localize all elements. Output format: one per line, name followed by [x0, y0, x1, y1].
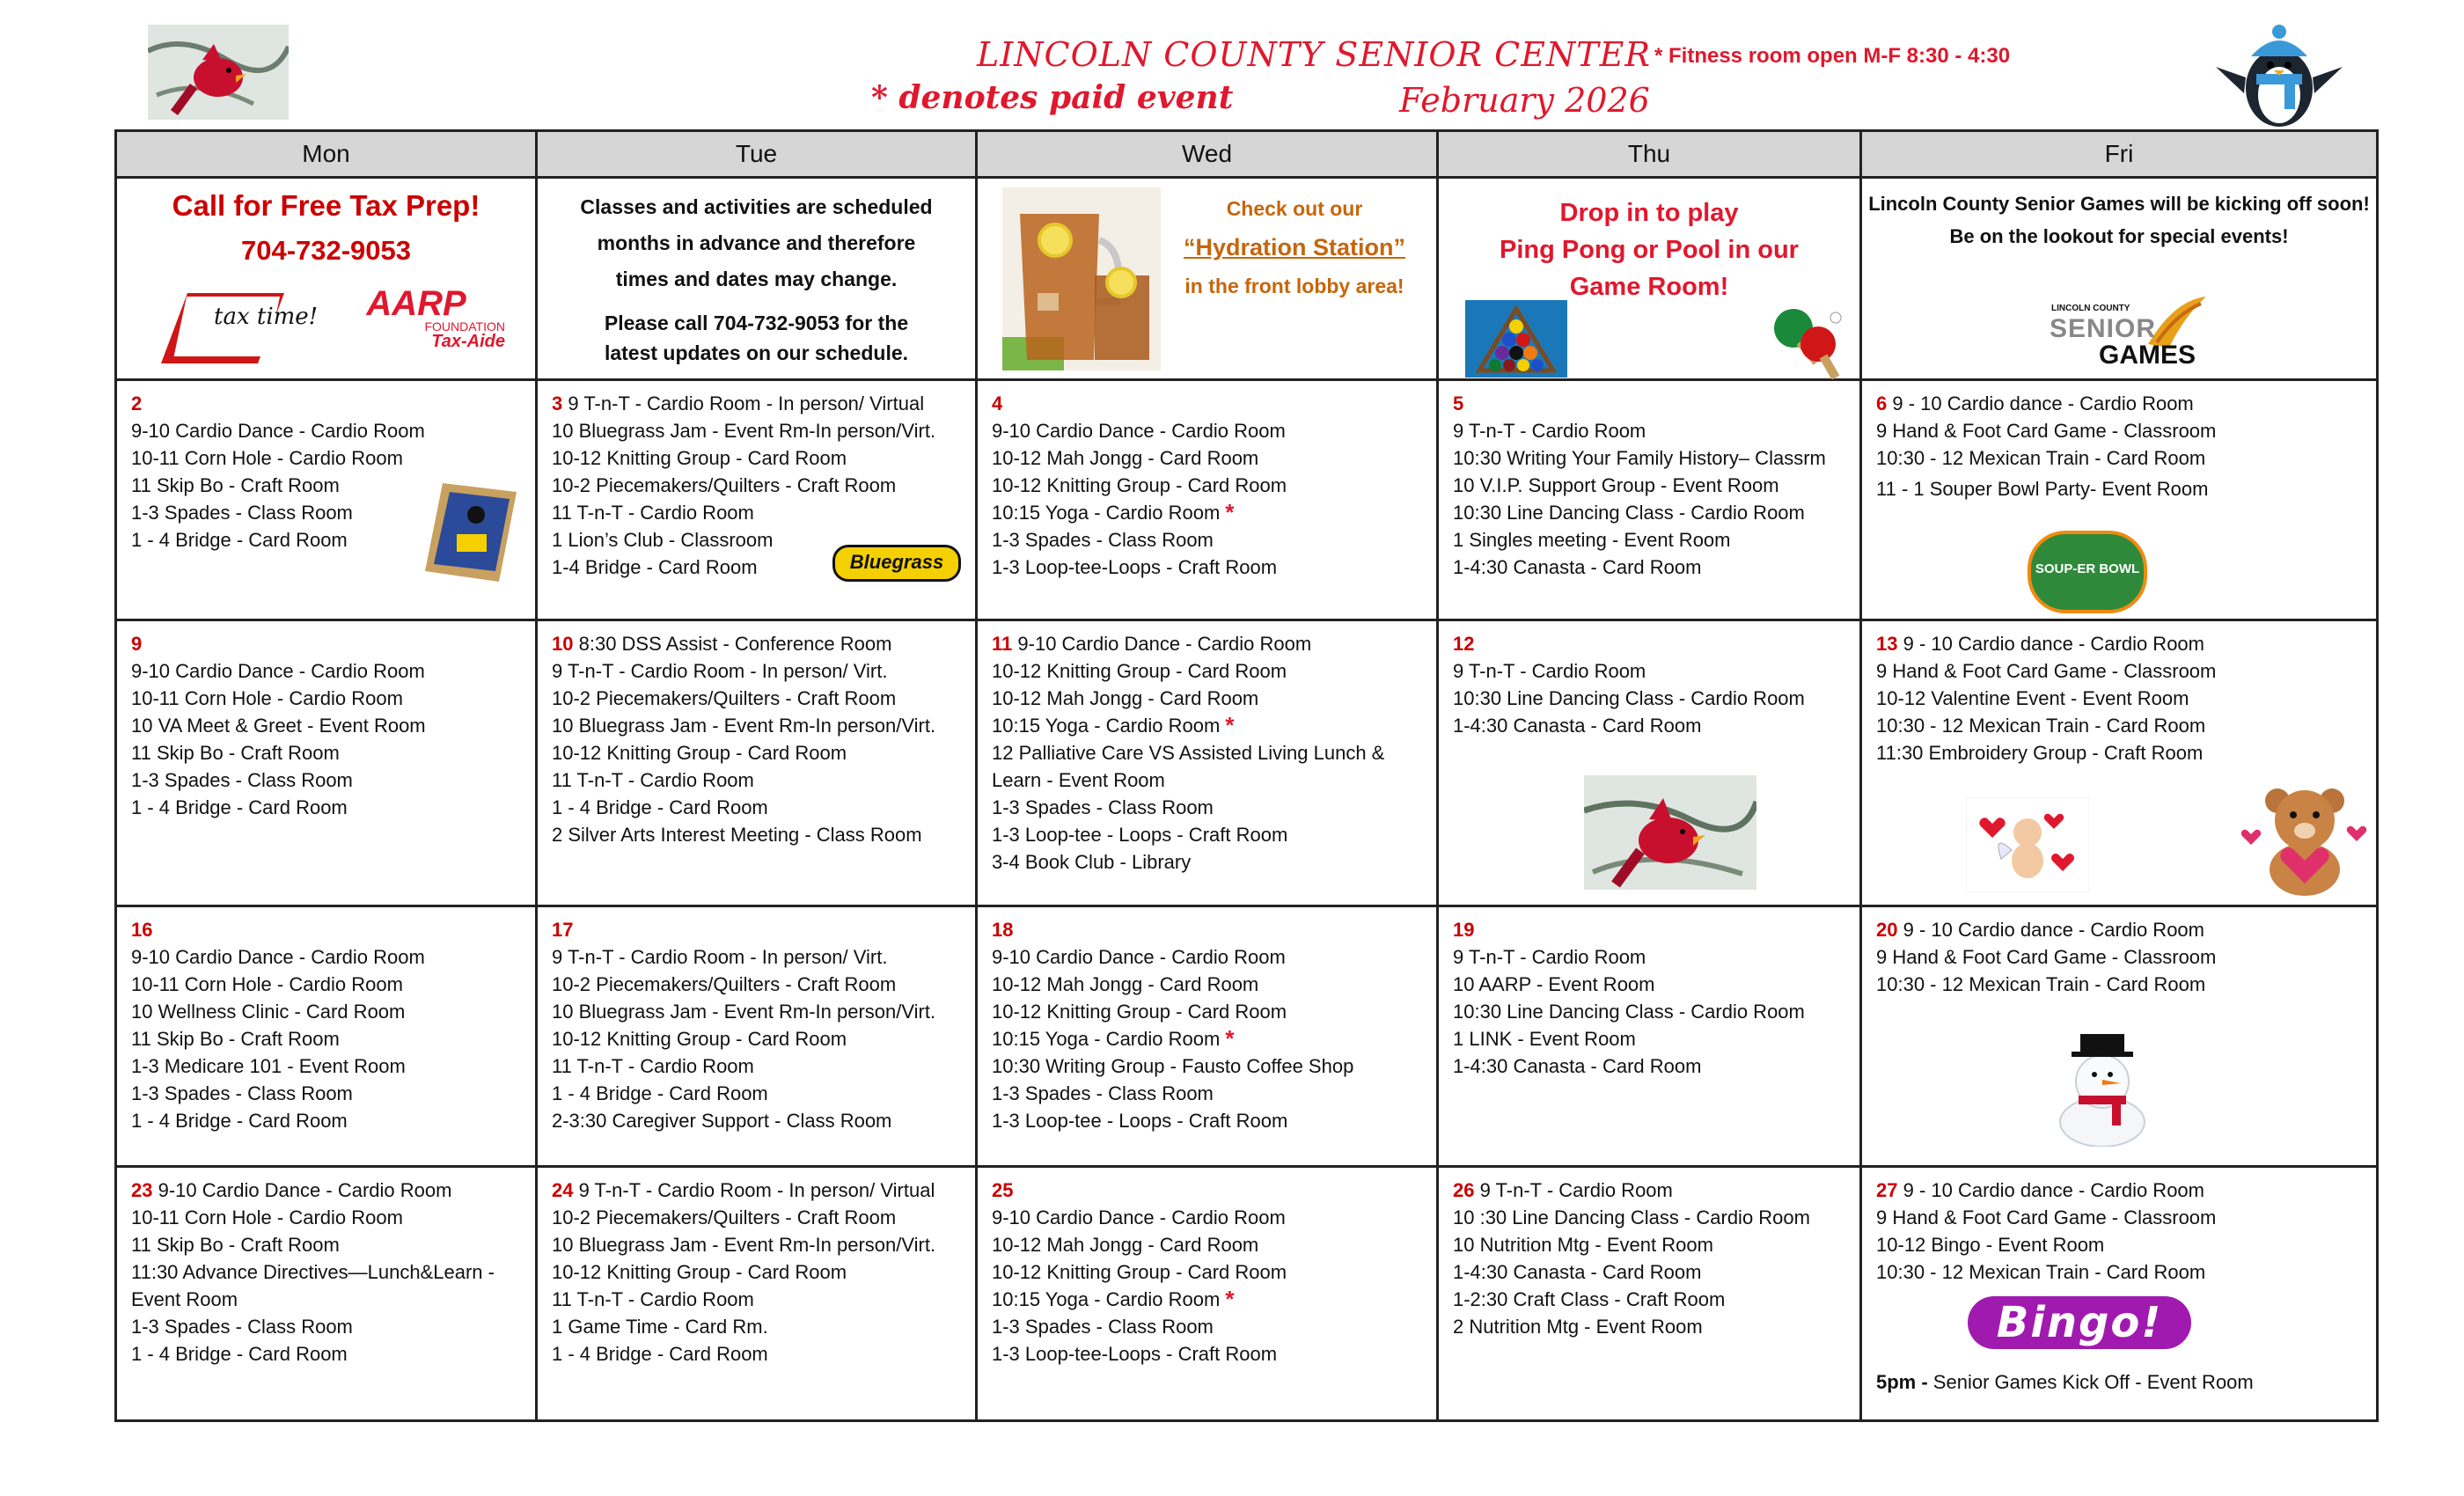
event-item: 9 T-n-T - Cardio Room: [1453, 660, 1646, 682]
day-number: 12: [1453, 633, 1475, 655]
weekday-header-mon: Mon: [116, 131, 537, 178]
senior-games-logo: [2042, 291, 2218, 376]
event-item: 10 Nutrition Mtg - Event Room: [1453, 1234, 1713, 1256]
event-time: 5pm -: [1876, 1371, 1933, 1393]
event-item: 11 T-n-T - Cardio Room: [552, 1288, 754, 1310]
event-item: 1 - 4 Bridge - Card Room: [552, 1343, 768, 1365]
senior-games-logo-senior: SENIOR: [2050, 314, 2157, 343]
senior-games-line1: Lincoln County Senior Games will be kicking off soon!: [1868, 193, 2370, 215]
event-item: 9 Hand & Foot Card Game - Classroom: [1876, 420, 2217, 442]
day-cell-24: [537, 1167, 977, 1421]
event-item: 10 Bluegrass Jam - Event Rm-In person/Virt.: [552, 1001, 936, 1023]
event-item: 9 Hand & Foot Card Game - Classroom: [1876, 660, 2217, 682]
event-item: 9 Hand & Foot Card Game - Classroom: [1876, 946, 2217, 968]
event-item: 10:15 Yoga - Cardio Room: [992, 715, 1221, 737]
tax-time-text: tax time!: [214, 304, 319, 330]
event-item: 8:30 DSS Assist - Conference Room: [578, 633, 892, 655]
event-item: 11 Skip Bo - Craft Room: [131, 1234, 340, 1256]
event-item: 10:30 Writing Group - Fausto Coffee Shop: [992, 1055, 1354, 1077]
event-item: 9-10 Cardio Dance - Cardio Room: [131, 420, 425, 442]
weekday-header-wed: Wed: [977, 131, 1438, 178]
day-number: 20: [1876, 919, 1898, 941]
event-item: 10:30 Line Dancing Class - Cardio Room: [1453, 1001, 1805, 1023]
event-item: 10 Bluegrass Jam - Event Rm-In person/Virt.: [552, 715, 936, 737]
schedule-notice-line1: Classes and activities are scheduled: [580, 195, 933, 218]
event-item: 11:30 Advance Directives—Lunch&Learn -: [131, 1261, 495, 1283]
event-item: 9-10 Cardio Dance - Cardio Room: [1017, 633, 1312, 655]
paid-event-marker: *: [1225, 499, 1235, 525]
event-item: 10-12 Bingo - Event Room: [1876, 1234, 2105, 1256]
senior-games-logo-top: LINCOLN COUNTY: [2051, 304, 2130, 313]
event-item: 10-12 Knitting Group - Card Room: [552, 1028, 847, 1050]
event-item: 10:15 Yoga - Cardio Room: [992, 502, 1221, 524]
event-item: 10:30 Line Dancing Class - Cardio Room: [1453, 502, 1805, 524]
event-item: 10-2 Piecemakers/Quilters - Craft Room: [552, 973, 897, 995]
event-item: 10-11 Corn Hole - Cardio Room: [131, 687, 403, 709]
event-item: 1-4:30 Canasta - Card Room: [1453, 1261, 1702, 1283]
game-room-line3: Game Room!: [1569, 273, 1729, 301]
game-room-line2: Ping Pong or Pool in our: [1500, 236, 1799, 264]
event-item: 3-4 Book Club - Library: [992, 851, 1192, 873]
event-item: 9 Hand & Foot Card Game - Classroom: [1876, 1206, 2217, 1228]
event-item: 11 Skip Bo - Craft Room: [131, 1028, 340, 1050]
tax-prep-headline: Call for Free Tax Prep!: [172, 189, 480, 222]
day-cell-4: [977, 380, 1438, 620]
event-item: 10-12 Knitting Group - Card Room: [552, 1261, 847, 1283]
day-number: 19: [1453, 919, 1475, 941]
event-item: 10 VA Meet & Greet - Event Room: [131, 715, 426, 737]
promo-tax-prep: [116, 178, 537, 380]
aarp-logo-text: AARP: [366, 284, 466, 323]
day-number: 17: [552, 919, 574, 941]
event-item: 2 Nutrition Mtg - Event Room: [1453, 1316, 1703, 1338]
event-item: 10-2 Piecemakers/Quilters - Craft Room: [552, 1206, 897, 1228]
fitness-note: * Fitness room open M-F 8:30 - 4:30: [1654, 44, 2011, 68]
paid-event-marker: *: [1225, 712, 1235, 738]
event-item: 1-4:30 Canasta - Card Room: [1453, 1055, 1702, 1077]
event-item: 1 Singles meeting - Event Room: [1453, 529, 1731, 551]
penguin-image: [2209, 25, 2350, 130]
day-cell-9: [116, 620, 537, 906]
event-item: 10-12 Mah Jongg - Card Room: [992, 687, 1259, 709]
day-cell-20: [1861, 906, 2378, 1167]
souper-bowl-event: Souper Bowl Party- Event Room: [1929, 478, 2209, 500]
aarp-logo: [315, 284, 517, 351]
event-item: 10:30 Writing Your Family History– Classrm: [1453, 447, 1826, 469]
event-item: 9-10 Cardio Dance - Cardio Room: [131, 660, 425, 682]
day-number: 16: [131, 919, 153, 941]
event-item: 10:15 Yoga - Cardio Room: [992, 1028, 1221, 1050]
hydration-station-link[interactable]: “Hydration Station”: [1183, 234, 1405, 260]
event-item: 1-3 Medicare 101 - Event Room: [131, 1055, 406, 1077]
event-item: 1-3 Loop-tee-Loops - Craft Room: [992, 1343, 1278, 1365]
day-cell-23: [116, 1167, 537, 1421]
day-cell-10: [537, 620, 977, 906]
event-item: 1-3 Spades - Class Room: [131, 769, 353, 791]
paid-event-marker: *: [1225, 1025, 1235, 1052]
event-item: 9 T-n-T - Cardio Room - In person/ Virtual: [578, 1179, 935, 1201]
event-item: 10-12 Valentine Event - Event Room: [1876, 687, 2189, 709]
day-number: 6: [1876, 392, 1888, 414]
event-item: 9 T-n-T - Cardio Room - In person/ Virt.: [552, 660, 888, 682]
event-item: 10-12 Knitting Group - Card Room: [552, 447, 847, 469]
day-cell-17: [537, 906, 977, 1167]
weekday-header-tue: Tue: [537, 131, 977, 178]
day-number: 27: [1876, 1179, 1898, 1201]
event-item: 10:30 - 12 Mexican Train - Card Room: [1876, 973, 2206, 995]
day-cell-26: [1438, 1167, 1861, 1421]
day-cell-25: [977, 1167, 1438, 1421]
schedule-notice-line5: latest updates on our schedule.: [604, 341, 909, 364]
day-number: 9: [131, 633, 143, 655]
event-item: Event Room: [131, 1288, 238, 1310]
day-number: 23: [131, 1179, 153, 1201]
cupid-image: [1966, 797, 2089, 892]
tax-time-calendar-image: [152, 284, 319, 372]
event-item: 11 Skip Bo - Craft Room: [131, 474, 340, 496]
paid-event-note: * denotes paid event: [871, 79, 1234, 116]
event-item: 10:30 - 12 Mexican Train - Card Room: [1876, 715, 2206, 737]
event-item: 1 - 4 Bridge - Card Room: [552, 796, 768, 818]
event-item: 2 Silver Arts Interest Meeting - Class Room: [552, 824, 922, 846]
day-number: 4: [992, 392, 1003, 414]
hydration-location: in the front lobby area!: [1184, 275, 1404, 297]
event-item: 10:30 - 12 Mexican Train - Card Room: [1876, 1261, 2206, 1283]
senior-games-logo-games: GAMES: [2099, 341, 2196, 370]
event-item: 9 - 10 Cardio dance - Cardio Room: [1903, 919, 2204, 941]
day-number: 2: [131, 392, 143, 414]
event-item: 1-3 Spades - Class Room: [992, 1082, 1214, 1104]
event-item: 1-2:30 Craft Class - Craft Room: [1453, 1288, 1726, 1310]
event-item: 1-3 Spades - Class Room: [131, 1316, 353, 1338]
event-item: 11 T-n-T - Cardio Room: [552, 769, 754, 791]
promo-schedule-notice: [537, 178, 977, 380]
event-item: 1-4:30 Canasta - Card Room: [1453, 556, 1702, 578]
event-item: 1-3 Spades - Class Room: [992, 796, 1214, 818]
day-cell-13: [1861, 620, 2378, 906]
event-item: 1-3 Loop-tee-Loops - Craft Room: [992, 556, 1278, 578]
paid-event-marker: *: [1225, 1286, 1235, 1312]
day-cell-6: [1861, 380, 2378, 620]
cornhole-board-image: [425, 483, 517, 582]
event-item: 1 - 4 Bridge - Card Room: [131, 529, 348, 551]
event-item: 10-12 Knitting Group - Card Room: [992, 660, 1287, 682]
senior-games-kickoff-event: Senior Games Kick Off - Event Room: [1932, 1371, 2254, 1393]
event-item: 9-10 Cardio Dance - Cardio Room: [131, 946, 425, 968]
day-number: 5: [1453, 392, 1464, 414]
day-number: 10: [552, 633, 574, 655]
souper-bowl-badge: SOUP-ER BOWL: [2028, 531, 2147, 613]
promo-hydration-station: [977, 178, 1438, 380]
event-item: 10 Wellness Clinic - Card Room: [131, 1001, 406, 1023]
event-item: 1-4 Bridge - Card Room: [552, 556, 758, 578]
tax-prep-phone: 704-732-9053: [240, 235, 412, 266]
day-cell-12: [1438, 620, 1861, 906]
teddy-bear-image: [2239, 781, 2371, 898]
snowman-image: [2036, 1030, 2168, 1147]
promo-game-room: [1438, 178, 1861, 380]
event-item: 9-10 Cardio Dance - Cardio Room: [992, 946, 1286, 968]
iced-tea-image: [1002, 187, 1161, 370]
event-item: 11 Skip Bo - Craft Room: [131, 742, 340, 764]
event-item: 10:15 Yoga - Cardio Room: [992, 1288, 1221, 1310]
day-cell-19: [1438, 906, 1861, 1167]
event-item: 9 T-n-T - Cardio Room - In person/ Virtual: [568, 392, 925, 414]
ping-pong-image: [1760, 300, 1848, 379]
event-item: 11:30 Embroidery Group - Craft Room: [1876, 742, 2204, 764]
day-cell-3: [537, 380, 977, 620]
event-item: 10 :30 Line Dancing Class - Cardio Room: [1453, 1206, 1810, 1228]
event-item: 10-2 Piecemakers/Quilters - Craft Room: [552, 687, 897, 709]
bluegrass-sticker: Bluegrass: [832, 545, 961, 582]
event-time: 11 - 1: [1876, 478, 1930, 500]
day-number: 18: [992, 919, 1014, 941]
day-cell-18: [977, 906, 1438, 1167]
event-item: 10-12 Mah Jongg - Card Room: [992, 1234, 1259, 1256]
event-item: 9 T-n-T - Cardio Room - In person/ Virt.: [552, 946, 888, 968]
event-item: 10 Bluegrass Jam - Event Rm-In person/Virt.: [552, 1234, 936, 1256]
event-item: 10-12 Mah Jongg - Card Room: [992, 973, 1259, 995]
bingo-graphic: Bingo!: [1968, 1296, 2191, 1349]
event-item: 10:30 Line Dancing Class - Cardio Room: [1453, 687, 1805, 709]
event-item: 1 - 4 Bridge - Card Room: [552, 1082, 768, 1104]
event-item: 1-3 Spades - Class Room: [992, 529, 1214, 551]
event-item: 12 Palliative Care VS Assisted Living Lunch &: [992, 742, 1385, 764]
day-cell-5: [1438, 380, 1861, 620]
game-room-line1: Drop in to play: [1559, 199, 1739, 227]
event-item: 1 - 4 Bridge - Card Room: [131, 1343, 348, 1365]
schedule-notice-line4: Please call 704-732-9053 for the: [604, 312, 909, 334]
event-item: 1-3 Spades - Class Room: [131, 1082, 353, 1104]
cardinal-image: [1584, 775, 1756, 890]
event-item: 9 T-n-T - Cardio Room: [1453, 420, 1646, 442]
event-item: 9 - 10 Cardio dance - Cardio Room: [1903, 1179, 2204, 1201]
event-item: 9 - 10 Cardio dance - Cardio Room: [1892, 392, 2194, 414]
calendar-title: LINCOLN COUNTY SENIOR CENTER: [977, 35, 1651, 74]
event-item: 1 Lion’s Club - Classroom: [552, 529, 774, 551]
schedule-notice-line2: months in advance and therefore: [597, 231, 916, 254]
event-item: 1 LINK - Event Room: [1453, 1028, 1636, 1050]
event-item: 1 - 4 Bridge - Card Room: [131, 1110, 348, 1132]
event-item: 9-10 Cardio Dance - Cardio Room: [158, 1179, 452, 1201]
schedule-notice-line3: times and dates may change.: [615, 268, 898, 290]
event-item: 9 - 10 Cardio dance - Cardio Room: [1903, 633, 2204, 655]
event-item: 10-11 Corn Hole - Cardio Room: [131, 447, 403, 469]
cardinal-image: [148, 25, 289, 120]
event-item: 1 - 4 Bridge - Card Room: [131, 796, 348, 818]
event-item: 10-12 Knitting Group - Card Room: [992, 1261, 1287, 1283]
event-item: 11 T-n-T - Cardio Room: [552, 1055, 754, 1077]
day-cell-16: [116, 906, 537, 1167]
event-item: 11 T-n-T - Cardio Room: [552, 502, 754, 524]
event-item: Learn - Event Room: [992, 769, 1165, 791]
event-item: 1-3 Loop-tee - Loops - Craft Room: [992, 824, 1288, 846]
event-item: 10 Bluegrass Jam - Event Rm-In person/Virt.: [552, 420, 936, 442]
day-number: 11: [992, 633, 1013, 655]
calendar-grid: [114, 129, 2379, 1422]
day-number: 3: [552, 392, 563, 414]
month-label: February 2026: [1399, 81, 1650, 120]
event-item: 9 T-n-T - Cardio Room: [1453, 946, 1646, 968]
event-item: 10-11 Corn Hole - Cardio Room: [131, 973, 403, 995]
day-number: 26: [1453, 1179, 1475, 1201]
event-item: 10-12 Knitting Group - Card Room: [992, 474, 1287, 496]
event-item: 10 V.I.P. Support Group - Event Room: [1453, 474, 1779, 496]
weekday-header-thu: Thu: [1438, 131, 1861, 178]
event-item: 1 Game Time - Card Rm.: [552, 1316, 768, 1338]
event-item: 10-11 Corn Hole - Cardio Room: [131, 1206, 403, 1228]
weekday-header-fri: Fri: [1861, 131, 2378, 178]
day-number: 25: [992, 1179, 1014, 1201]
day-number: 13: [1876, 633, 1898, 655]
event-item: 9-10 Cardio Dance - Cardio Room: [992, 1206, 1286, 1228]
event-item: 10 AARP - Event Room: [1453, 973, 1655, 995]
day-cell-11: [977, 620, 1438, 906]
event-item: 9 T-n-T - Cardio Room: [1479, 1179, 1673, 1201]
day-number: 24: [552, 1179, 574, 1201]
event-item: 10:30 - 12 Mexican Train - Card Room: [1876, 447, 2206, 469]
event-item: 1-3 Spades - Class Room: [992, 1316, 1214, 1338]
event-item: 10-12 Knitting Group - Card Room: [552, 742, 847, 764]
event-item: 10-12 Knitting Group - Card Room: [992, 1001, 1287, 1023]
day-cell-27: [1861, 1167, 2378, 1421]
senior-games-line2: Be on the lookout for special events!: [1949, 225, 2289, 247]
pool-balls-image: [1465, 300, 1567, 378]
hydration-intro: Check out our: [1226, 197, 1363, 220]
aarp-foundation-text: FOUNDATION: [424, 319, 505, 334]
event-item: 1-3 Spades - Class Room: [131, 502, 353, 524]
event-item: 10-12 Mah Jongg - Card Room: [992, 447, 1259, 469]
event-item: 1-4:30 Canasta - Card Room: [1453, 715, 1702, 737]
event-item: 2-3:30 Caregiver Support - Class Room: [552, 1110, 892, 1132]
event-item: 10-2 Piecemakers/Quilters - Craft Room: [552, 474, 897, 496]
promo-senior-games: [1861, 178, 2378, 380]
day-cell-2: [116, 380, 537, 620]
event-item: 9-10 Cardio Dance - Cardio Room: [992, 420, 1286, 442]
aarp-taxaide-text: Tax-Aide: [431, 332, 505, 351]
event-item: 1-3 Loop-tee - Loops - Craft Room: [992, 1110, 1288, 1132]
